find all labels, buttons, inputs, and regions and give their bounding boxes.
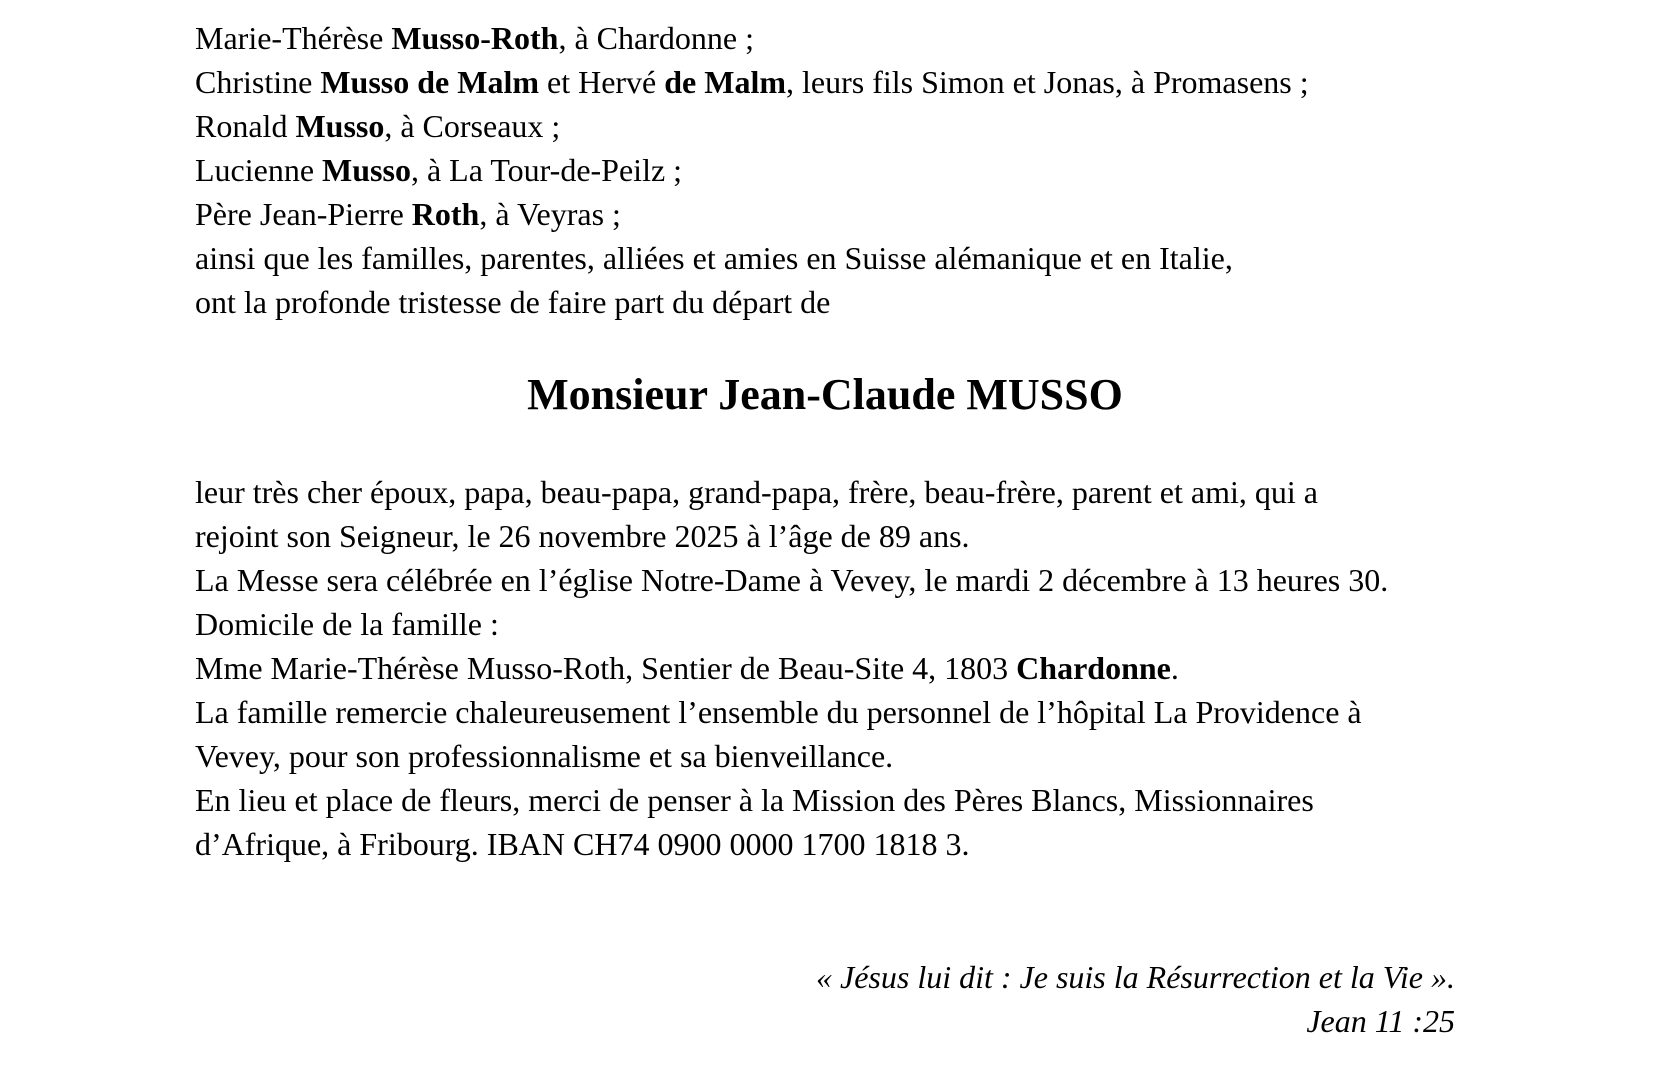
body-line (195, 602, 1455, 646)
text-segment: La Messe sera célébrée en l’église Notre-Dame à Vevey, le mardi 2 décembre à 13 heures 30. (195, 562, 1389, 598)
text-segment: Lucienne (195, 152, 323, 188)
intro-line (195, 192, 1455, 236)
body-line (195, 734, 1455, 778)
body-paragraph (195, 470, 1455, 866)
intro-line (195, 280, 1455, 324)
text-segment: et Hervé (538, 64, 665, 100)
text-segment: Christine (195, 64, 321, 100)
body-line (195, 514, 1455, 558)
deceased-name-title: Monsieur Jean-Claude MUSSO (527, 370, 1123, 419)
text-segment: En lieu et place de fleurs, merci de penser à la Mission des Pères Blancs, Missionnaires (195, 782, 1314, 818)
intro-line (195, 104, 1455, 148)
place-name-bold: Chardonne (1016, 650, 1171, 686)
text-segment: Mme Marie-Thérèse Musso-Roth, Sentier de Beau-Site 4, 1803 (195, 650, 1017, 686)
family-name-bold: Musso (322, 152, 411, 188)
text-segment: d’Afrique, à Fribourg. IBAN CH74 0900 0000 1700 1818 3. (195, 826, 970, 862)
family-name-bold: de Malm (664, 64, 786, 100)
text-segment: . (1170, 650, 1179, 686)
text-segment: Marie-Thérèse (195, 20, 392, 56)
text-segment: La famille remercie chaleureusement l’ensemble du personnel de l’hôpital La Providence à (195, 694, 1362, 730)
quote-reference: Jean 11 :25 (1306, 1003, 1455, 1039)
text-segment: Père Jean-Pierre (195, 196, 412, 232)
family-name-bold: Musso-Roth (391, 20, 559, 56)
text-segment: , à Veyras ; (479, 196, 621, 232)
intro-line (195, 60, 1455, 104)
body-line (195, 822, 1455, 866)
quote-line: « Jésus lui dit : Je suis la Résurrection et la Vie ». (816, 959, 1455, 995)
family-name-bold: Musso de Malm (320, 64, 539, 100)
intro-line (195, 16, 1455, 60)
intro-paragraph (195, 16, 1455, 324)
text-segment: , à Chardonne ; (558, 20, 754, 56)
title-block (195, 367, 1455, 423)
text-segment: leur très cher époux, papa, beau-papa, grand-papa, frère, beau-frère, parent et ami, qui a (195, 474, 1318, 510)
body-line (195, 690, 1455, 734)
body-line (195, 558, 1455, 602)
text-segment: Domicile de la famille : (195, 606, 499, 642)
text-segment: Ronald (195, 108, 296, 144)
text-segment: , à Corseaux ; (384, 108, 561, 144)
intro-line (195, 236, 1455, 280)
text-segment: , leurs fils Simon et Jonas, à Promasens ; (786, 64, 1309, 100)
text-segment: ainsi que les familles, parentes, alliées et amies en Suisse alémanique et en Italie, (195, 240, 1233, 276)
scripture-quote (195, 955, 1455, 1043)
intro-line (195, 148, 1455, 192)
body-line (195, 470, 1455, 514)
text-segment: rejoint son Seigneur, le 26 novembre 2025 à l’âge de 89 ans. (195, 518, 970, 554)
family-name-bold: Musso (295, 108, 385, 144)
text-segment: ont la profonde tristesse de faire part du départ de (195, 284, 831, 320)
text-segment: , à La Tour-de-Peilz ; (410, 152, 683, 188)
text-segment: Vevey, pour son professionnalisme et sa bienveillance. (195, 738, 894, 774)
family-name-bold: Roth (411, 196, 480, 232)
body-line (195, 778, 1455, 822)
body-line (195, 646, 1455, 690)
